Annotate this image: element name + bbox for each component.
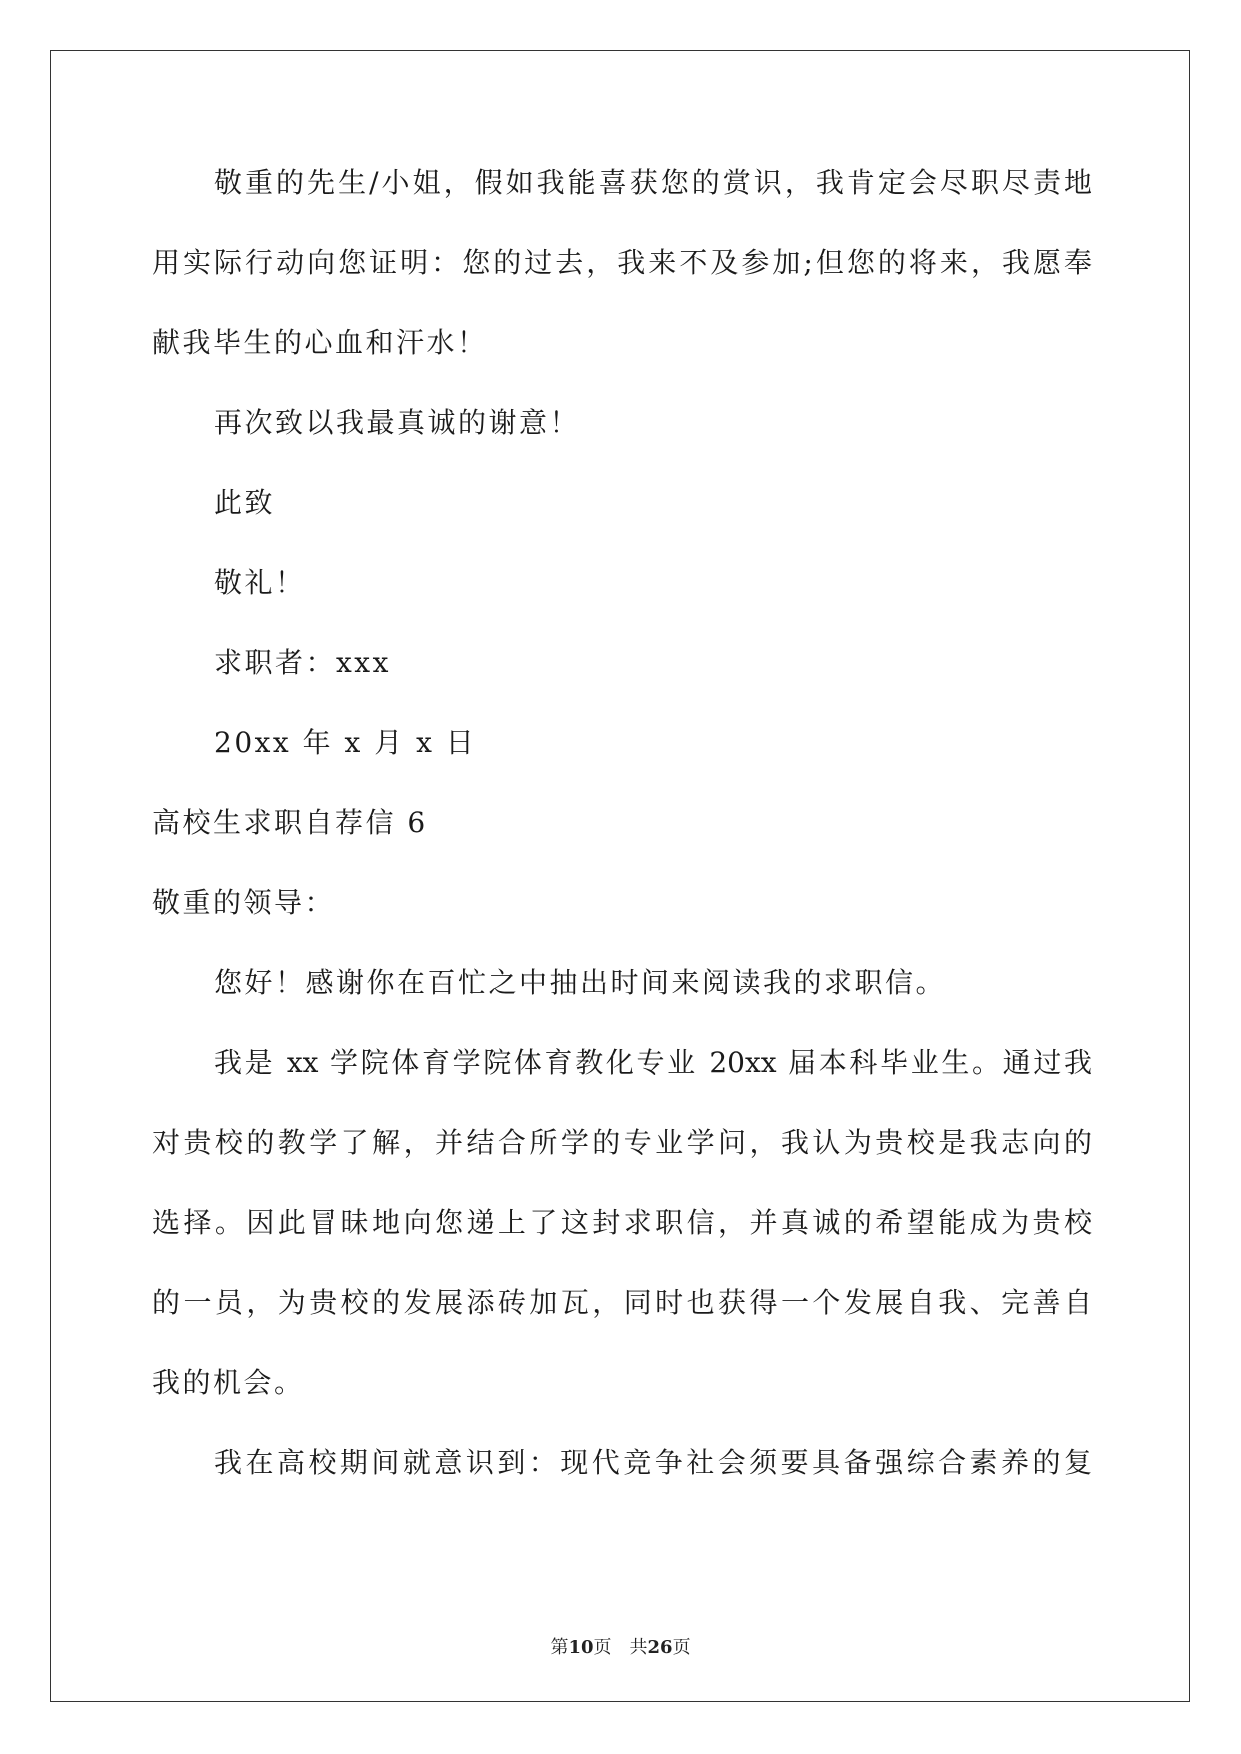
paragraph-line: 敬重的先生/小姐，假如我能喜获您的赏识，我肯定会尽职尽责地: [214, 166, 1092, 199]
closing-regards: 敬礼！: [214, 566, 306, 599]
paragraph-line: 您好！感谢你在百忙之中抽出时间来阅读我的求职信。: [214, 966, 947, 999]
paragraph-line: 我是 xx 学院体育学院体育教化专业 20xx 届本科毕业生。通过我: [214, 1046, 1092, 1079]
page-prefix: 第: [550, 1637, 569, 1658]
page-suffix: 页: [593, 1637, 612, 1658]
greeting-line: 敬重的领导：: [152, 886, 336, 919]
signature-line: 求职者：xxx: [214, 646, 391, 679]
total-pages: 26: [647, 1637, 673, 1658]
paragraph-line: 我的机会。: [152, 1366, 305, 1399]
section-heading: 高校生求职自荐信 6: [152, 806, 428, 839]
paragraph-line: 选择。因此冒昧地向您递上了这封求职信，并真诚的希望能成为贵校: [152, 1206, 1092, 1239]
paragraph-line: 我在高校期间就意识到：现代竞争社会须要具备强综合素养的复: [214, 1446, 1092, 1479]
page-footer: [0, 1636, 1241, 1660]
total-prefix: 共: [629, 1637, 648, 1658]
paragraph-line: 用实际行动向您证明：您的过去，我来不及参加;但您的将来，我愿奉: [152, 246, 1092, 279]
paragraph-line: 献我毕生的心血和汗水！: [152, 326, 488, 359]
paragraph-line: 再次致以我最真诚的谢意！: [214, 406, 581, 439]
page-number: 10: [568, 1637, 594, 1658]
date-line: 20xx 年 x 月 x 日: [214, 726, 477, 759]
paragraph-line: 的一员，为贵校的发展添砖加瓦，同时也获得一个发展自我、完善自: [152, 1286, 1092, 1319]
paragraph-line: 对贵校的教学了解，并结合所学的专业学问，我认为贵校是我志向的: [152, 1126, 1092, 1159]
total-suffix: 页: [672, 1637, 691, 1658]
closing-salutation: 此致: [214, 486, 276, 519]
